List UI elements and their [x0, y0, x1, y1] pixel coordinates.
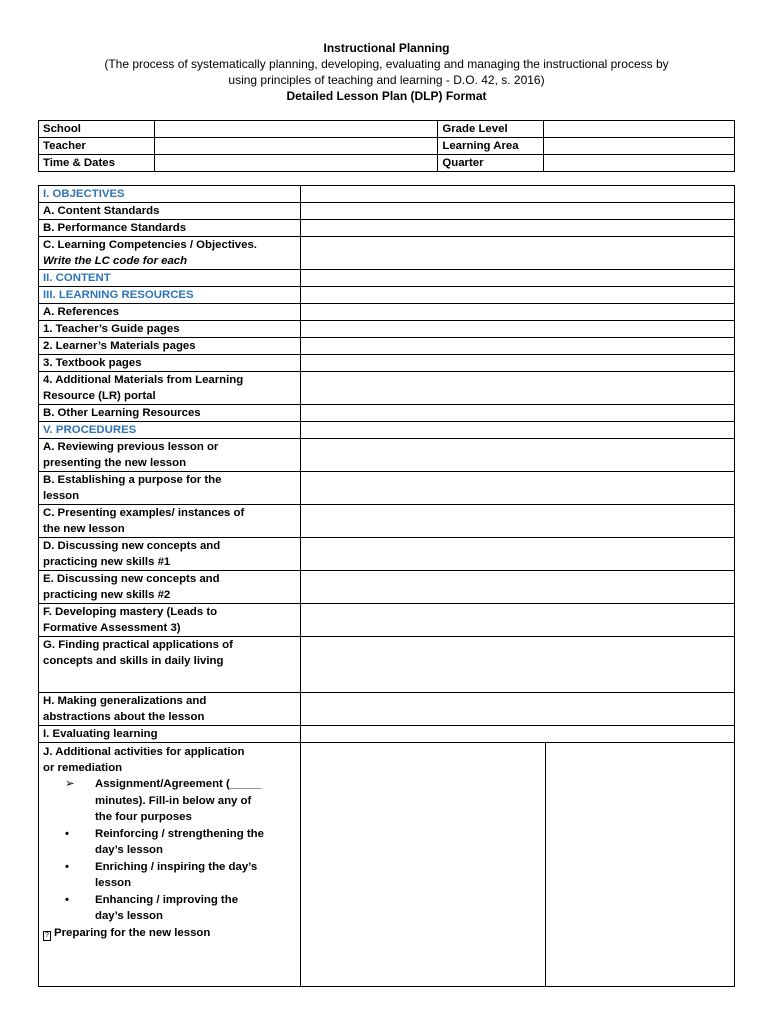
competencies-note: Write the LC code for each — [43, 255, 188, 267]
teachers-guide-label: 1. Teacher’s Guide pages — [39, 321, 301, 338]
preparing-text: Preparing for the new lesson — [54, 926, 211, 939]
format-title: Detailed Lesson Plan (DLP) Format — [286, 89, 487, 103]
procedure-e-field[interactable] — [300, 571, 734, 604]
table-row — [39, 571, 735, 604]
list-item-line: Enriching / inspiring the day’s — [95, 860, 258, 873]
procedure-g-label — [39, 637, 301, 693]
procedure-b-line-1: B. Establishing a purpose for the — [43, 474, 222, 486]
document-subtitle-line-2: using principles of teaching and learning - D.O. 42, s. 2016) — [228, 73, 545, 87]
lesson-plan-table — [38, 185, 735, 987]
learning-area-label: Learning Area — [438, 138, 544, 155]
competencies-field[interactable] — [300, 237, 734, 270]
table-row — [39, 304, 735, 321]
list-item — [43, 776, 296, 826]
table-row — [39, 220, 735, 237]
procedure-j-list — [43, 776, 296, 925]
procedure-g-line-1: G. Finding practical applications of — [43, 639, 233, 651]
table-row — [39, 338, 735, 355]
procedure-h-line-2: abstractions about the lesson — [43, 711, 205, 723]
performance-standards-field[interactable] — [300, 220, 734, 237]
procedure-e-line-1: E. Discussing new concepts and — [43, 573, 220, 585]
dot-bullet-icon: • — [65, 893, 69, 906]
time-dates-label: Time & Dates — [39, 155, 155, 172]
procedure-h-field[interactable] — [300, 693, 734, 726]
quarter-label: Quarter — [438, 155, 544, 172]
content-standards-label: A. Content Standards — [39, 203, 301, 220]
table-row — [39, 726, 735, 743]
teachers-guide-field[interactable] — [300, 321, 734, 338]
teacher-label: Teacher — [39, 138, 155, 155]
objectives-heading: I. OBJECTIVES — [39, 186, 301, 203]
list-item — [43, 826, 296, 859]
procedure-b-line-2: lesson — [43, 490, 80, 502]
procedure-f-line-2: Formative Assessment 3) — [43, 622, 181, 634]
table-row — [39, 538, 735, 571]
list-item-line: Reinforcing / strengthening the — [95, 827, 264, 840]
quarter-field[interactable] — [544, 155, 735, 172]
list-item-line: day’s lesson — [95, 844, 163, 856]
table-row — [39, 472, 735, 505]
grade-level-field[interactable] — [544, 121, 735, 138]
procedure-f-label — [39, 604, 301, 637]
procedure-i-label: I. Evaluating learning — [39, 726, 301, 743]
textbook-field[interactable] — [300, 355, 734, 372]
table-row — [39, 321, 735, 338]
procedure-e-label — [39, 571, 301, 604]
other-resources-label: B. Other Learning Resources — [39, 405, 301, 422]
table-row — [39, 422, 735, 439]
procedure-j-label — [39, 743, 301, 987]
references-field[interactable] — [300, 304, 734, 321]
procedure-j-line-2: or remediation — [43, 762, 123, 774]
procedure-b-field[interactable] — [300, 472, 734, 505]
procedure-f-field[interactable] — [300, 604, 734, 637]
list-item — [43, 892, 296, 925]
preparing-item — [43, 925, 296, 942]
missing-glyph-icon: ? — [43, 931, 51, 941]
table-row — [39, 693, 735, 726]
table-row — [39, 355, 735, 372]
info-row — [39, 138, 735, 155]
procedure-a-line-1: A. Reviewing previous lesson or — [43, 441, 219, 453]
procedure-e-line-2: practicing new skills #2 — [43, 589, 171, 601]
time-dates-field[interactable] — [154, 155, 438, 172]
teacher-field[interactable] — [154, 138, 438, 155]
table-row — [39, 186, 735, 203]
textbook-label: 3. Textbook pages — [39, 355, 301, 372]
list-item-line: minutes). Fill-in below any of — [95, 794, 252, 807]
document-header — [38, 40, 735, 104]
dot-bullet-icon: • — [65, 827, 69, 840]
content-standards-field[interactable] — [300, 203, 734, 220]
arrow-bullet-icon: ➢ — [65, 778, 75, 790]
list-item-line: day’s lesson — [95, 910, 163, 922]
dot-bullet-icon: • — [65, 860, 69, 873]
procedure-d-field[interactable] — [300, 538, 734, 571]
table-row — [39, 637, 735, 693]
table-row — [39, 405, 735, 422]
info-row — [39, 155, 735, 172]
procedure-j-field-right[interactable] — [546, 743, 735, 987]
procedure-d-label — [39, 538, 301, 571]
school-field[interactable] — [154, 121, 438, 138]
list-item-line: Enhancing / improving the — [95, 893, 239, 906]
content-field[interactable] — [300, 270, 734, 287]
additional-materials-line-1: 4. Additional Materials from Learning — [43, 374, 244, 386]
references-label: A. References — [39, 304, 301, 321]
list-item — [43, 859, 296, 892]
learning-resources-heading: III. LEARNING RESOURCES — [39, 287, 301, 304]
procedure-a-line-2: presenting the new lesson — [43, 457, 187, 469]
table-row — [39, 439, 735, 472]
table-row — [39, 270, 735, 287]
procedure-c-label — [39, 505, 301, 538]
additional-materials-field[interactable] — [300, 372, 734, 405]
procedures-heading: V. PROCEDURES — [39, 422, 301, 439]
procedure-h-label — [39, 693, 301, 726]
procedure-c-line-1: C. Presenting examples/ instances of — [43, 507, 245, 519]
info-table — [38, 120, 735, 172]
procedure-a-field[interactable] — [300, 439, 734, 472]
list-item-line: the four purposes — [95, 811, 192, 823]
grade-level-label: Grade Level — [438, 121, 544, 138]
procedure-c-line-2: the new lesson — [43, 523, 125, 535]
procedure-g-field[interactable] — [300, 637, 734, 693]
competencies-label — [39, 237, 301, 270]
info-row — [39, 121, 735, 138]
procedure-j-field-left[interactable] — [300, 743, 546, 987]
table-row — [39, 372, 735, 405]
procedure-d-line-1: D. Discussing new concepts and — [43, 540, 221, 552]
procedure-g-line-2: concepts and skills in daily living — [43, 655, 224, 667]
procedure-f-line-1: F. Developing mastery (Leads to — [43, 606, 218, 618]
table-row — [39, 237, 735, 270]
additional-materials-label — [39, 372, 301, 405]
procedure-j-line-1: J. Additional activities for application — [43, 746, 245, 758]
list-item-line: lesson — [95, 877, 132, 889]
learners-materials-label: 2. Learner’s Materials pages — [39, 338, 301, 355]
learners-materials-field[interactable] — [300, 338, 734, 355]
document-title: Instructional Planning — [323, 41, 450, 55]
procedure-a-label — [39, 439, 301, 472]
competencies-text: C. Learning Competencies / Objectives. — [43, 239, 257, 251]
procedure-d-line-2: practicing new skills #1 — [43, 556, 171, 568]
table-row — [39, 203, 735, 220]
learning-area-field[interactable] — [544, 138, 735, 155]
procedures-field[interactable] — [300, 422, 734, 439]
school-label: School — [39, 121, 155, 138]
table-row — [39, 743, 735, 987]
learning-resources-field[interactable] — [300, 287, 734, 304]
objectives-field[interactable] — [300, 186, 734, 203]
content-heading: II. CONTENT — [39, 270, 301, 287]
table-row — [39, 604, 735, 637]
procedure-i-field[interactable] — [300, 726, 734, 743]
table-row — [39, 287, 735, 304]
procedure-b-label — [39, 472, 301, 505]
document-subtitle-line-1: (The process of systematically planning, developing, evaluating and managing the instructional process by — [104, 57, 669, 71]
procedure-c-field[interactable] — [300, 505, 734, 538]
table-row — [39, 505, 735, 538]
other-resources-field[interactable] — [300, 405, 734, 422]
performance-standards-label: B. Performance Standards — [39, 220, 301, 237]
procedure-h-line-1: H. Making generalizations and — [43, 695, 207, 707]
additional-materials-line-2: Resource (LR) portal — [43, 390, 156, 402]
list-item-line: Assignment/Agreement (_____ — [95, 778, 262, 790]
